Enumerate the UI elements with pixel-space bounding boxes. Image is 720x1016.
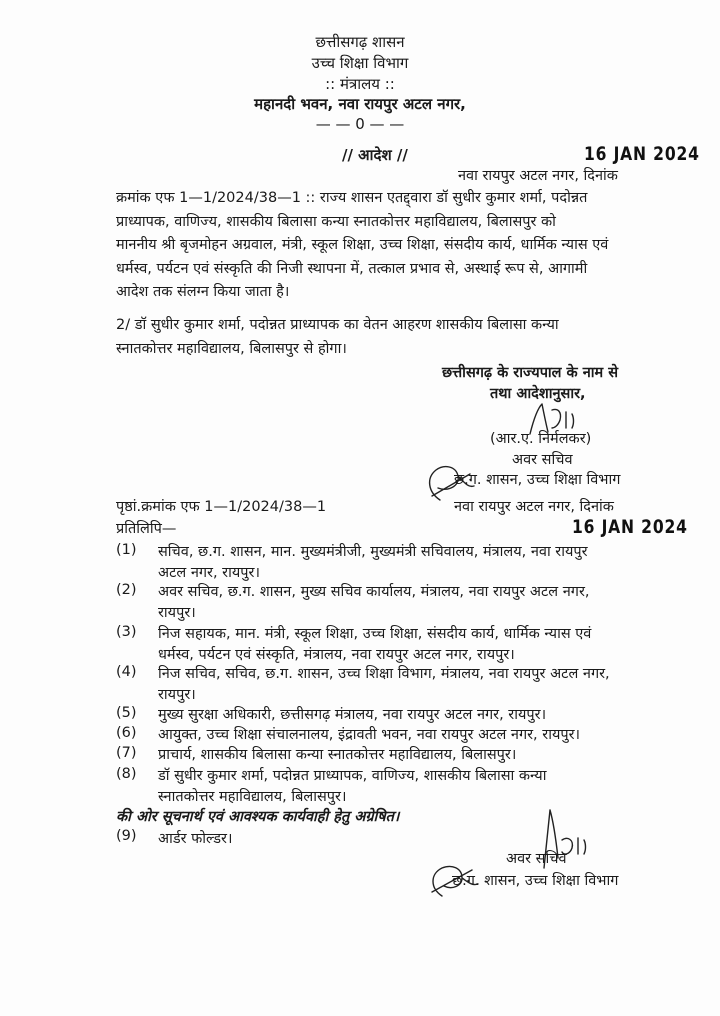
header-ministry: :: मंत्रालय :: — [325, 75, 395, 93]
list-item-line: सचिव, छ.ग. शासन, मान. मुख्यमंत्रीजी, मुख्यमंत्री सचिवालय, मंत्रालय, नवा रायपुर — [158, 544, 588, 560]
place-date-1: नवा रायपुर अटल नगर, दिनांक — [458, 168, 618, 184]
signature-order-line: तथा आदेशानुसार, — [490, 386, 586, 402]
para1-line: प्राध्यापक, वाणिज्य, शासकीय बिलासा कन्या स्नातकोत्तर महाविद्यालय, बिलासपुर को — [116, 213, 556, 230]
date-stamp-1: 16 JAN 2024 — [584, 143, 700, 165]
list-item-text — [158, 542, 673, 584]
list-item-line: आयुक्त, उच्च शिक्षा संचालनालय, इंद्रावती भवन, नवा रायपुर अटल नगर, रायपुर। — [158, 727, 581, 743]
list-item-line: मुख्य सुरक्षा अधिकारी, छत्तीसगढ़ मंत्रालय, नवा रायपुर अटल नगर, रायपुर। — [158, 707, 547, 723]
list-item-number: (5) — [116, 705, 137, 721]
signatory-name-1: (आर.ए. निर्मलकर) — [490, 431, 592, 447]
header-department: उच्च शिक्षा विभाग — [311, 54, 409, 72]
signatory-designation-2: अवर सचिव — [506, 851, 567, 867]
list-item-number: (1) — [116, 542, 137, 558]
para1-line: माननीय श्री बृजमोहन अग्रवाल, मंत्री, स्कूल शिक्षा, उच्च शिक्षा, संसदीय कार्य, धार्मिक न्यास एवं — [116, 237, 609, 253]
signatory-department-2: छ.ग. शासन, उच्च शिक्षा विभाग — [452, 873, 619, 889]
para1-line: क्रमांक एफ 1—1/2024/38—1 :: राज्य शासन एतद्द्वारा डॉ सुधीर कुमार शर्मा, पदोन्नत — [116, 190, 588, 206]
header-separator: — — 0 — — — [315, 115, 405, 133]
list-item-number: (6) — [116, 725, 137, 741]
para2-line: 2/ डॉ सुधीर कुमार शर्मा, पदोन्नत प्राध्यापक का वेतन आहरण शासकीय बिलासा कन्या — [116, 317, 559, 333]
list-item-text — [158, 725, 673, 746]
para1-line: धर्मस्व, पर्यटन एवं संस्कृति की निजी स्थापना में, तत्काल प्रभाव से, अस्थाई रूप से, आगामी — [116, 260, 588, 277]
order-title: // आदेश // — [342, 146, 408, 164]
list-item-text — [158, 705, 673, 726]
list-item-line: प्राचार्य, शासकीय बिलासा कन्या स्नातकोत्तर महाविद्यालय, बिलासपुर। — [158, 747, 517, 763]
list-item-line: डॉ सुधीर कुमार शर्मा, पदोन्नत प्राध्यापक, वाणिज्य, शासकीय बिलासा कन्या — [158, 768, 547, 784]
signatory-department-1: छ.ग. शासन, उच्च शिक्षा विभाग — [454, 472, 621, 488]
date-stamp-2: 16 JAN 2024 — [572, 516, 688, 538]
list-item-line: अटल नगर, रायपुर। — [158, 565, 260, 581]
order-paragraph-1 — [116, 187, 656, 305]
forward-note: की ओर सूचनार्थ एवं आवश्यक कार्यवाही हेतु अग्रेषित। — [116, 809, 400, 825]
list-item-text: आर्डर फोल्डर। — [158, 831, 233, 847]
endorsement-number: पृष्ठां.क्रमांक एफ 1—1/2024/38—1 — [116, 499, 327, 515]
signature-authority-line: छत्तीसगढ़ के राज्यपाल के नाम से — [442, 365, 619, 381]
signatory-designation-1: अवर सचिव — [512, 452, 573, 468]
list-item-number: (4) — [116, 664, 137, 680]
list-item-text — [158, 582, 673, 624]
list-item-line: स्नातकोत्तर महाविद्यालय, बिलासपुर। — [158, 789, 347, 805]
list-item-number: (3) — [116, 624, 137, 640]
list-item-number: (8) — [116, 766, 137, 782]
list-item-line: धर्मस्व, पर्यटन एवं संस्कृति, मंत्रालय, नवा रायपुर अटल नगर, रायपुर। — [158, 647, 515, 663]
list-item-line: निज सहायक, मान. मंत्री, स्कूल शिक्षा, उच्च शिक्षा, संसदीय कार्य, धार्मिक न्यास एवं — [158, 626, 592, 642]
list-item-line: रायपुर। — [158, 687, 196, 703]
copy-label: प्रतिलिपि— — [116, 521, 177, 537]
list-item-number: (9) — [116, 828, 137, 844]
header-government: छत्तीसगढ़ शासन — [315, 33, 405, 51]
list-item-line: निज सचिव, सचिव, छ.ग. शासन, उच्च शिक्षा विभाग, मंत्रालय, नवा रायपुर अटल नगर, — [158, 666, 610, 682]
list-item-text — [158, 624, 673, 666]
list-item-line: अवर सचिव, छ.ग. शासन, मुख्य सचिव कार्यालय, मंत्रालय, नवा रायपुर अटल नगर, — [158, 584, 590, 600]
para2-line: स्नातकोत्तर महाविद्यालय, बिलासपुर से होगा। — [116, 340, 347, 357]
header-address: महानदी भवन, नवा रायपुर अटल नगर, — [254, 95, 466, 113]
list-item-text — [158, 664, 673, 706]
para1-line: आदेश तक संलग्न किया जाता है। — [116, 284, 290, 300]
list-item-number: (2) — [116, 582, 137, 598]
list-item-line: रायपुर। — [158, 605, 196, 621]
order-paragraph-2 — [116, 314, 656, 361]
list-item-number: (7) — [116, 745, 137, 761]
endorsement-place-date: नवा रायपुर अटल नगर, दिनांक — [454, 499, 614, 515]
list-item-text — [158, 745, 673, 766]
